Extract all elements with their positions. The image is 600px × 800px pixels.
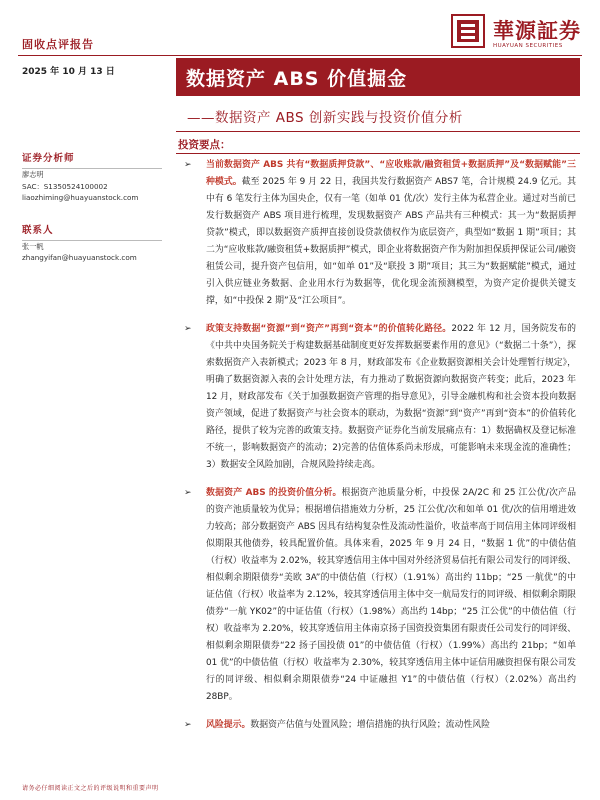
title-banner <box>176 58 580 96</box>
analyst-sac: SAC：S1350524100002 <box>22 181 108 191</box>
arrow-bullet-icon: ➢ <box>184 160 192 170</box>
point-body: 数据资产估值与处置风险；增信措施的执行风险；流动性风险 <box>250 720 490 730</box>
analyst-name: 廖志明 <box>22 170 44 179</box>
disclaimer-note: 请务必仔细阅读正文之后的评级说明和重要声明 <box>22 785 159 792</box>
header-divider <box>18 55 582 56</box>
investment-points <box>184 157 576 734</box>
arrow-bullet-icon: ➢ <box>184 720 192 730</box>
sidebar <box>22 150 162 264</box>
arrow-bullet-icon: ➢ <box>184 488 192 498</box>
logo-seal-icon <box>451 14 485 48</box>
point-lead: 当前数据资产 ABS 共有“数据质押贷款”、“应收账款/融资租赁+数据质押”及“数据赋能”三种模式。 <box>206 160 576 187</box>
point-policy-support <box>184 321 576 474</box>
investment-points-heading: 投资要点： <box>178 139 231 151</box>
analyst-heading: 证券分析师 <box>22 153 75 164</box>
report-subtitle: ——数据资产 ABS 创新实践与投资价值分析 <box>187 110 463 126</box>
point-investment-value <box>184 485 576 706</box>
report-date: 2025 年 10 月 13 日 <box>22 67 115 77</box>
contact-heading: 联系人 <box>22 224 54 236</box>
point-body: 根据资产池质量分析，中投保 2A/2C 和 25 江公优/次产品的资产池质量较为优异；根据增信措施效力分析，25 江公优/次和如单 01 优/次的信用增进效力较高；部分数据资产 ABS 因具有结构复杂性及流动性溢价，收益率高于同信用主体同评级相似期限其他债券，较具配置价值。具体来看，2025 年 9 月 24 日，“数据 1 优”的中债估值（行权）收益率为 2.02%，较其穿透信用主体中国对外经济贸易信托有限公司发行的同评级、相似剩余期限债券“美欧 3A”的中债估值（行权）（1.91%）高出约 11bp；“25 一航优”的中证估值（行权）收益率为 2.12%，较其穿透信用主体中交一航局发行的同评级、相似剩余期限债券“一航 YK02”的中证估值（行权）（1.98%）高出约 14bp；“25 江公优”的中债估值（行权）收益率为 2.20%，较其穿透信用主体南京扬子国资投资集团有限责任公司发行的同评级、相似剩余期限债券“22 扬子国投债 01”的中债估值（行权）（1.99%）高出约 21bp；“如单 01 优”的中债估值（行权）收益率为 2.30%，较其穿透信用主体中证信用融资担保有限公司发行的同评级、相似剩余期限债券“24 中证融担 Y1”的中债估值（行权）（2.02%）高出约 28BP。 <box>206 488 576 702</box>
logo-name: 華源証券 <box>493 18 581 43</box>
analyst-email[interactable]: liaozhiming@huayuanstock.com <box>22 193 139 202</box>
report-title: 数据资产 ABS 价值掘金 <box>186 68 408 90</box>
points-divider <box>176 153 580 154</box>
arrow-bullet-icon: ➢ <box>184 324 192 334</box>
report-type: 固收点评报告 <box>22 38 94 51</box>
point-lead: 政策支持数据“资源”到“资产”再到“资本”的价值转化路径。 <box>206 324 452 334</box>
point-body: 截至 2025 年 9 月 22 日，我国共发行数据资产 ABS7 笔，合计规模 24.9 亿元。其中有 6 笔发行主体为国央企，仅有一笔（如单 01 优/次）发行主体为私营企业。通过对当前已发行数据资产 ABS 项目进行梳理，发现数据资产 ABS 产品共有三种模式：其一为“数据质押贷款”模式，即以数据资产质押直接创设贷款债权作为底层资产，典型如“数据 1 期”项目；其二为“应收账款/融资租赁+数据质押”模式，即企业将数据资产作为附加担保质押保证公司/融资租赁公司，提升资产包信用，如“如单 01”及“联投 3 期”项目；其三为“数据赋能”模式，通过引入供应链业务数据、企业用水行为数据等，优化现金流预测模型，为资产定价提供关键支撑，如“中投保 2 期”及“江公项目”。 <box>206 177 577 306</box>
point-body: 2022 年 12 月，国务院发布的《中共中央国务院关于构建数据基础制度更好发挥数据要素作用的意见》（“数据二十条”），探索数据资产入表新模式；2023 年 8 月，财政部发布《企业数据资源相关会计处理暂行规定》，明确了数据资源入表的会计处理方法，有力推动了数据资源向数据资产转变；此后，2023 年 12 月，财政部发布《关于加强数据资产管理的指导意见》，引导金融机构和社会资本投向数据资产领域，促进了数据资产与社会资本的联动，为数据“资源”到“资产”再到“资本”的价值转化路径，提供了较为完善的政策支持。数据资产证券化当前发展痛点有：1）数据确权及登记标准不统一，影响数据资产的流动；2)完善的估值体系尚未形成，可能影响未来现金流的准确性；3）数据安全风险加剧，合规风险持续走高。 <box>206 324 577 470</box>
contact-name: 张一帆 <box>22 241 44 251</box>
point-lead: 数据资产 ABS 的投资价值分析。 <box>206 488 342 498</box>
point-risk-warning <box>184 717 576 734</box>
point-lead: 风险提示。 <box>206 720 251 730</box>
company-logo <box>451 14 586 54</box>
logo-subtitle: HUAYUAN SECURITIES <box>493 43 563 49</box>
point-data-abs-models <box>184 157 576 310</box>
subtitle-divider <box>176 131 580 132</box>
contact-email[interactable]: zhangyifan@huayuanstock.com <box>22 253 137 262</box>
